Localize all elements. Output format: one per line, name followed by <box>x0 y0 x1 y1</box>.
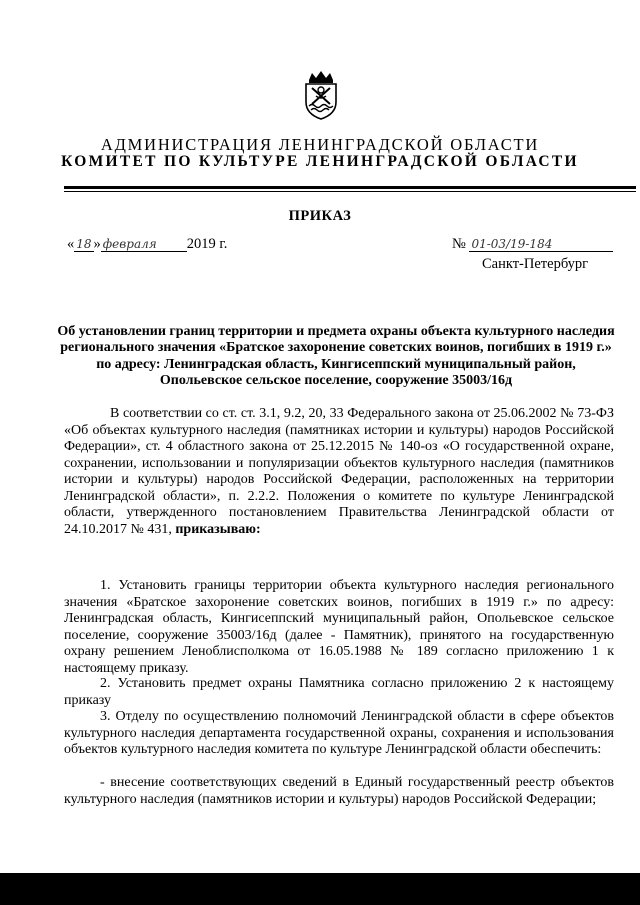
administration-name: АДМИНИСТРАЦИЯ ЛЕНИНГРАДСКОЙ ОБЛАСТИ <box>100 135 540 154</box>
order-directive: приказываю: <box>175 521 261 537</box>
leningrad-oblast-coat-of-arms-icon <box>303 70 339 120</box>
issue-city: Санкт-Петербург <box>482 256 589 272</box>
number-handwritten: 01-03/19-184 <box>469 237 613 252</box>
date-month-handwritten: февраля <box>101 237 187 252</box>
date-day-handwritten: 18 <box>76 237 92 251</box>
order-subject: Об установлении границ территории и предмета охраны объекта культурного наследия регионального значения «Братское захоронение советских воинов, погибших в 1919 г.» по адресу: Ленинградская область, Кингисеппский муниципальный район, Опольевское сельское поселение, сооружение 35003/16д <box>57 324 615 389</box>
date-close-quote: » <box>93 236 101 252</box>
clause-1: 1. Установить границы территории объекта культурного наследия регионального значения «Братское захоронение советских воинов, погибших в 1919 г.» по адресу: Ленинградская область, Кингисеппский муниципальный район, Опольевское сельское поселение, сооружение 35003/16д (далее - Памятник), принятого на государственную охрану решением Леноблисполкома от 16.05.1988 № 189 согласно приложению 1 к настоящему приказу. <box>64 578 614 676</box>
order-date <box>67 236 227 253</box>
preamble-text: В соответствии со ст. ст. 3.1, 9.2, 20, 33 Федерального закона от 25.06.2002 № 73-ФЗ «Об объектах культурного наследия (памятниках истории и культуры) народов Российской Федерации», ст. 4 областного закона от 25.12.2015 № 140-оз «О государственной охране, сохранении, использовании и популяризации объектов культурного наследия (памятников истории и культуры) народов Российской Федерации, расположенных на территории Ленинградской области», п. 2.2.2. Положения о комитете по культуре Ленинградской области, утвержденного постановлением Правительства Ленинградской области от 24.10.2017 № 431, <box>64 406 614 537</box>
order-number <box>452 236 613 253</box>
document-type-title: ПРИКАЗ <box>288 208 352 224</box>
committee-name: КОМИТЕТ ПО КУЛЬТУРЕ ЛЕНИНГРАДСКОЙ ОБЛАСТИ <box>61 153 579 170</box>
preamble-paragraph <box>64 406 614 538</box>
date-open-quote: « <box>67 236 75 252</box>
clause-3-subitem: - внесение соответствующих сведений в Единый государственный реестр объектов культурного наследия (памятников истории и культуры) народов Российской Федерации; <box>64 775 614 807</box>
header-divider-thin <box>64 191 636 192</box>
clause-3: 3. Отделу по осуществлению полномочий Ленинградской области в сфере объектов культурного наследия департамента государственной охраны, сохранения и использования объектов культурного наследия комитета по культуре Ленинградской области обеспечить: <box>64 709 614 757</box>
date-year: 2019 г. <box>186 236 228 252</box>
number-label: № <box>452 236 466 252</box>
header-divider-thick <box>64 186 636 189</box>
clause-2: 2. Установить предмет охраны Памятника согласно приложению 2 к настоящему приказу <box>64 676 614 708</box>
scan-bottom-bar <box>0 873 640 905</box>
